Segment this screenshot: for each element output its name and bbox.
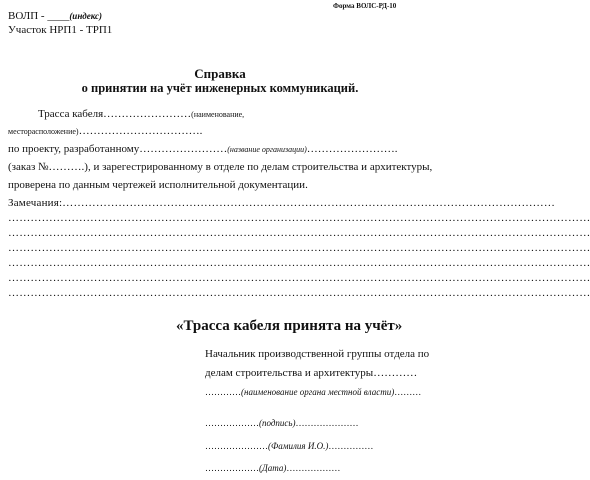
remarks-line — [8, 197, 556, 209]
remarks-blank-line: ………………………………………………………………………………………………………………………………………… — [8, 242, 590, 254]
authority-line — [205, 387, 421, 397]
fullname-line — [205, 441, 373, 451]
chief-title-line2 — [205, 367, 417, 379]
chief-title-line1: Начальник производственной группы отдела по — [205, 348, 430, 360]
remarks-blank-line: ………………………………………………………………………………………………………………………………………… — [8, 272, 590, 284]
authority-dots-start: ………… — [205, 387, 241, 397]
remarks-blank-line: ………………………………………………………………………………………………………………………………………… — [8, 287, 590, 299]
remarks-blank-line: ………………………………………………………………………………………………………………………………………… — [8, 227, 590, 239]
project-dots-end: ……………………. — [306, 143, 398, 155]
authority-hint: (наименование органа местной власти) — [241, 387, 395, 397]
location-hint: месторасположение) — [8, 127, 79, 136]
volp-blank: ____ — [47, 10, 70, 22]
volp-index-hint: (индекс) — [69, 11, 102, 21]
signature-hint: (подпись) — [259, 418, 296, 428]
location-dots: ……………………………. — [78, 125, 203, 137]
remarks-blank-line: ………………………………………………………………………………………………………………………………………… — [8, 212, 590, 224]
document-subtitle: о принятии на учёт инженерных коммуникаций. — [81, 81, 359, 95]
date-hint: (Дата) — [259, 463, 287, 473]
date-dots-end: ……………… — [286, 463, 341, 473]
authority-dots-end: ……… — [394, 387, 422, 397]
fullname-hint: (Фамилия И.О.) — [268, 441, 329, 451]
route-line — [38, 108, 244, 120]
project-hint: (название организации) — [227, 145, 307, 154]
date-dots: ……………… — [205, 463, 259, 473]
volp-index-line — [8, 10, 102, 22]
volp-prefix: ВОЛП - — [8, 10, 48, 22]
section-line: Участок НРП1 - ТРП1 — [8, 24, 113, 36]
form-number: Форма ВОЛС-РД-10 — [333, 2, 397, 10]
signature-dots: ……………… — [205, 418, 259, 428]
date-line — [205, 463, 340, 473]
remarks-blank-line: ………………………………………………………………………………………………………………………………………… — [8, 257, 590, 269]
verified-line: проверена по данным чертежей исполнительной документации. — [8, 179, 308, 191]
fullname-dots-end: …………… — [328, 441, 374, 451]
signature-line — [205, 418, 359, 428]
fullname-dots: ………………… — [205, 441, 268, 451]
chief-dept-dots: ………… — [373, 367, 418, 379]
location-line — [8, 125, 202, 137]
route-hint: (наименование, — [191, 110, 245, 119]
chief-dept: делам строительства и архитектуры — [205, 367, 374, 379]
document-title: Справка — [194, 66, 246, 81]
project-dots: …………………… — [139, 143, 228, 155]
route-dots: …………………… — [103, 108, 192, 120]
remarks-label: Замечания: — [8, 197, 63, 209]
order-line: (заказ №……….), и зарегестрированному в отделе по делам строительства и архитектуры, — [8, 161, 433, 173]
project-line — [8, 143, 398, 155]
signature-dots-end: ………………… — [295, 418, 359, 428]
route-label: Трасса кабеля — [38, 108, 104, 120]
remarks-dots: …………………………………………………………………………………………………………………… — [62, 197, 556, 209]
accepted-stamp: «Трасса кабеля принята на учёт» — [176, 318, 403, 334]
project-label: по проекту, разработанному — [8, 143, 140, 155]
